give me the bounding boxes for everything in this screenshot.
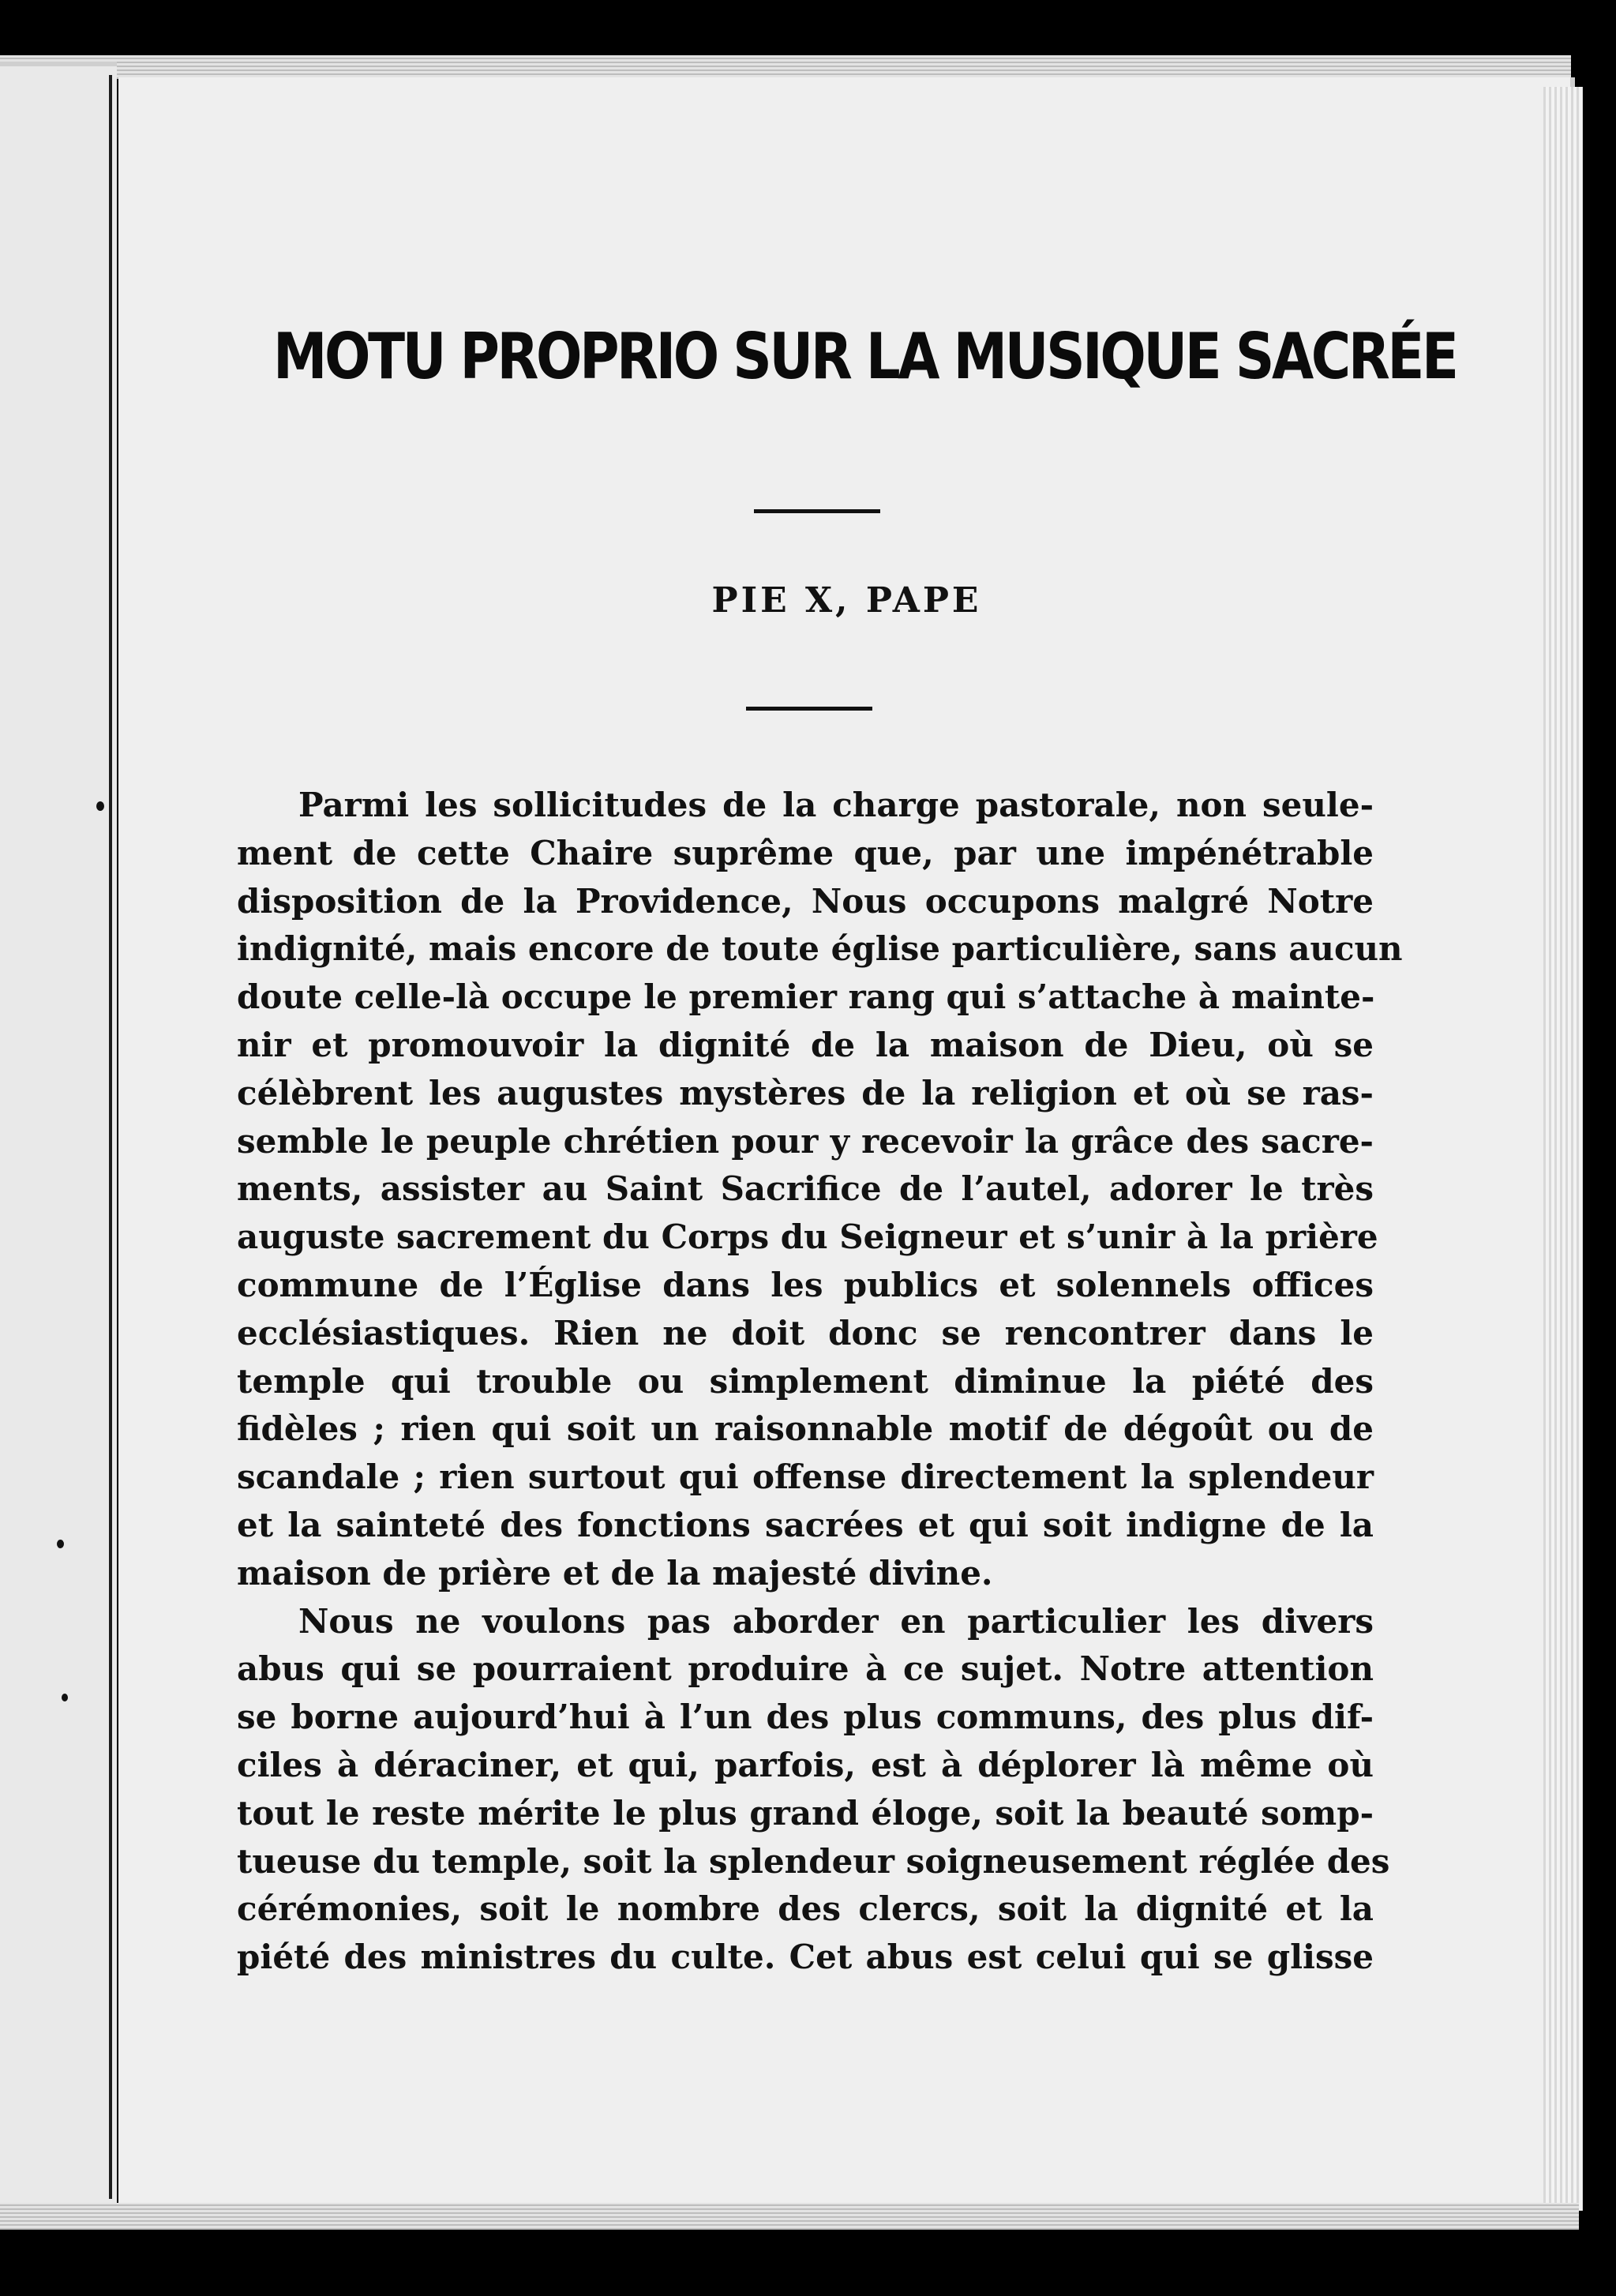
- left-page-margin: [0, 62, 117, 2210]
- subtitle-divider: [746, 707, 872, 711]
- text-line: cérémonies, soit le nombre des clercs, soit la dignité et la: [237, 1889, 1374, 1929]
- text-line: tout le reste mérite le plus grand éloge, soit la beauté somp-: [237, 1793, 1374, 1833]
- text-line: fidèles ; rien qui soit un raisonnable motif de dégoût ou de: [237, 1409, 1374, 1449]
- title-divider: [754, 509, 880, 513]
- text-line: ments, assister au Saint Sacrifice de l’autel, adorer le très: [237, 1169, 1374, 1209]
- text-line: Parmi les sollicitudes de la charge pastorale, non seule-: [298, 786, 1374, 824]
- text-line: maison de prière et de la majesté divine.: [237, 1553, 993, 1593]
- page-fore-edge: [1543, 87, 1583, 2211]
- document-title: MOTU PROPRIO SUR LA MUSIQUE SACRÉE: [273, 320, 1457, 393]
- text-line: commune de l’Église dans les publics et solennels offices: [237, 1265, 1374, 1304]
- text-line: abus qui se pourraient produire à ce sujet. Notre attention: [237, 1649, 1374, 1689]
- text-line: tueuse du temple, soit la splendeur soigneusement réglée des: [237, 1841, 1390, 1881]
- text-line: doute celle-là occupe le premier rang qui s’attache à mainte-: [237, 977, 1375, 1017]
- text-line: ciles à déraciner, et qui, parfois, est à déplorer là même où: [237, 1745, 1374, 1784]
- book-gutter: [109, 75, 112, 2199]
- text-line: nir et promouvoir la dignité de la maison de Dieu, où se: [237, 1025, 1374, 1064]
- text-line: indignité, mais encore de toute église particulière, sans aucun: [237, 929, 1403, 969]
- text-line: se borne aujourd’hui à l’un des plus communs, des plus dif-: [237, 1698, 1374, 1737]
- text-line: Nous ne voulons pas aborder en particulier les divers: [298, 1601, 1374, 1641]
- text-line: scandale ; rien surtout qui offense directement la splendeur: [237, 1458, 1374, 1497]
- text-line: auguste sacrement du Corps du Seigneur et s’unir à la prière: [237, 1217, 1378, 1257]
- text-line: piété des ministres du culte. Cet abus est celui qui se glisse: [237, 1938, 1374, 1977]
- text-line: ecclésiastiques. Rien ne doit donc se rencontrer dans le: [237, 1313, 1374, 1352]
- text-line: disposition de la Providence, Nous occupons malgré Notre: [237, 881, 1374, 921]
- book-bottom-edge: [0, 2203, 1579, 2230]
- text-line: ment de cette Chaire suprême que, par une impénétrable: [237, 833, 1374, 872]
- body-text: [237, 782, 1403, 1982]
- book-top-edge: [0, 55, 1571, 79]
- text-line: semble le peuple chrétien pour y recevoir la grâce des sacre-: [237, 1121, 1374, 1161]
- text-line: et la sainteté des fonctions sacrées et qui soit indigne de la: [237, 1505, 1374, 1544]
- text-line: célèbrent les augustes mystères de la religion et où se ras-: [237, 1073, 1374, 1112]
- document-subtitle: PIE X, PAPE: [711, 580, 982, 621]
- text-line: temple qui trouble ou simplement diminue la piété des: [237, 1361, 1374, 1401]
